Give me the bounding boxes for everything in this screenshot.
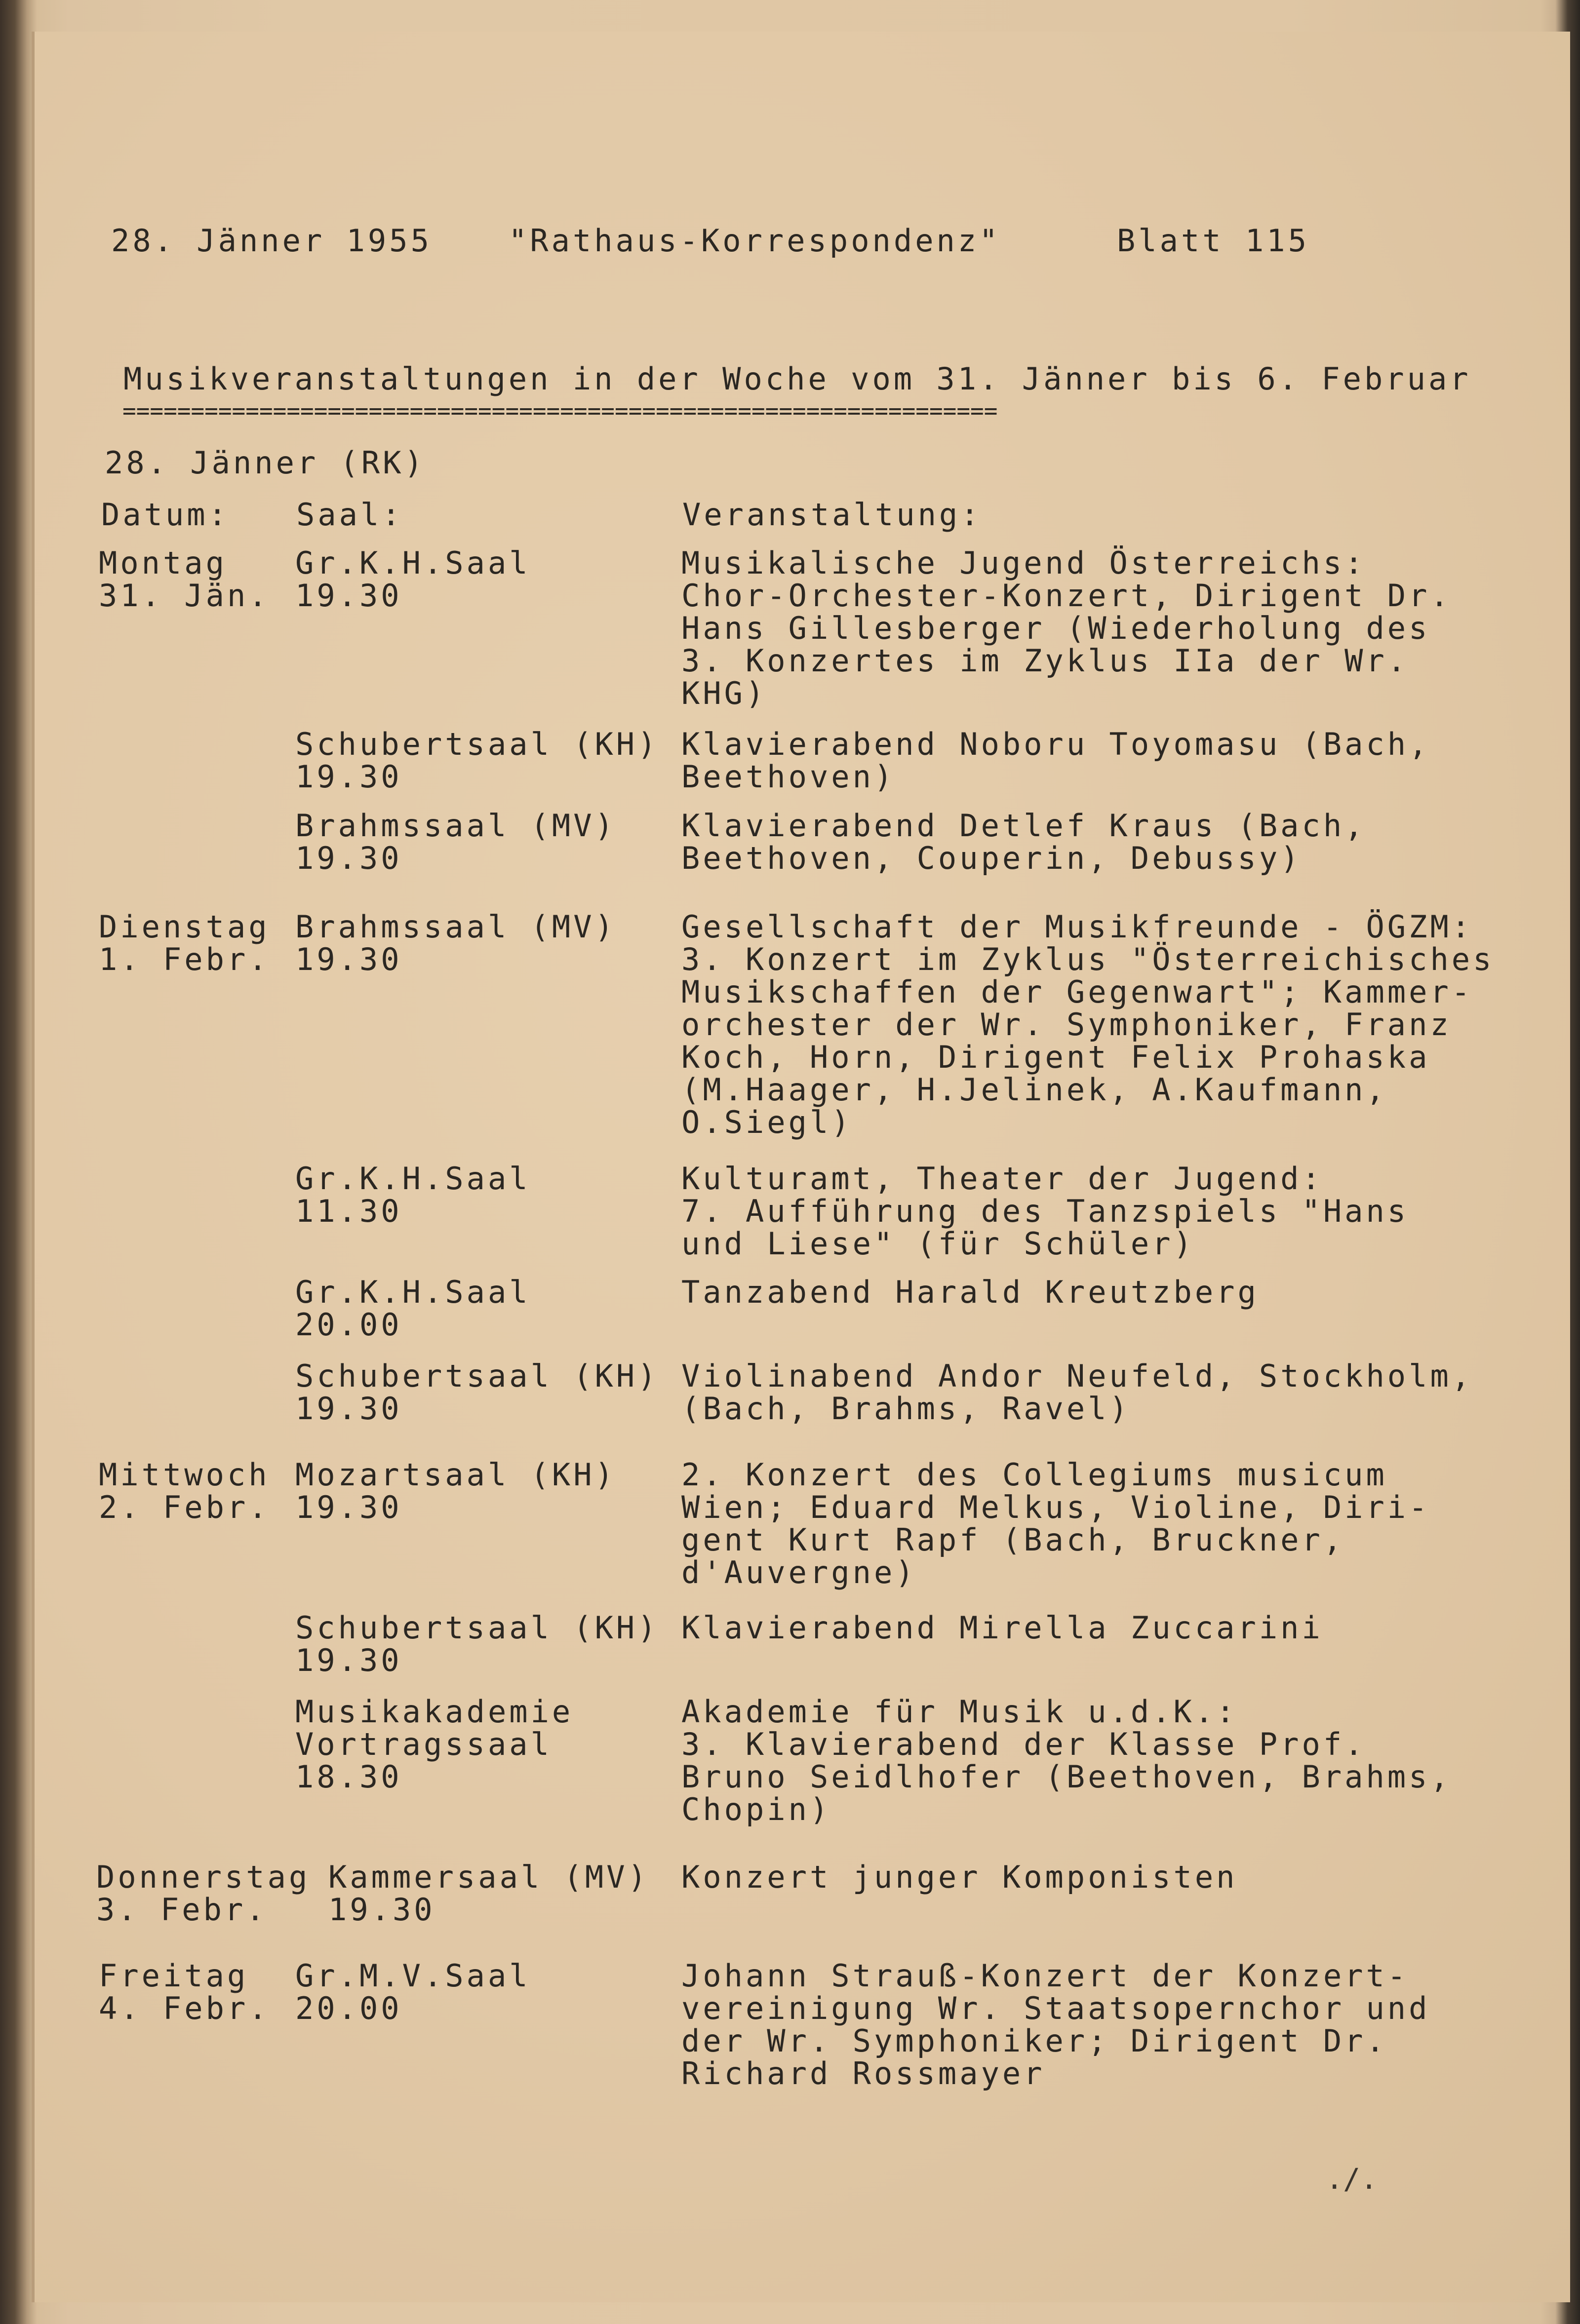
entry-hall xyxy=(295,728,659,793)
entry-hall-line: Schubertsaal (KH) xyxy=(295,1358,659,1394)
entry-hall-line: 19.30 xyxy=(295,1391,402,1427)
entry-hall-line: 19.30 xyxy=(295,1642,402,1678)
entry-event xyxy=(681,1162,1409,1260)
entry-event-line: Beethoven) xyxy=(681,759,896,795)
entry-event xyxy=(681,1276,1259,1309)
entry-event-line: Musikalische Jugend Österreichs: xyxy=(681,545,1366,581)
entry-event-line: Klavierabend Detlef Kraus (Bach, xyxy=(681,808,1366,844)
entry-hall-line: 18.30 xyxy=(295,1759,402,1795)
entry-day xyxy=(99,1459,270,1524)
entry-event-line: Klavierabend Mirella Zuccarini xyxy=(681,1610,1323,1646)
header-date: 28. Jänner 1955 xyxy=(111,223,432,259)
entry-hall-line: 20.00 xyxy=(295,1990,402,2026)
entry-event-line: Beethoven, Couperin, Debussy) xyxy=(681,840,1302,876)
entry-event-line: Richard Rossmayer xyxy=(681,2055,1045,2092)
entry-event xyxy=(681,1960,1430,2090)
entry-event-line: Gesellschaft der Musikfreunde - ÖGZM: xyxy=(681,909,1473,945)
entry-event-line: (M.Haager, H.Jelinek, A.Kaufmann, xyxy=(681,1072,1387,1108)
entry-event-line: der Wr. Symphoniker; Dirigent Dr. xyxy=(681,2023,1387,2059)
column-header-day: Datum: xyxy=(101,497,230,533)
entry-event-line: Hans Gillesberger (Wiederholung des xyxy=(681,610,1430,646)
entry-event-line: 3. Klavierabend der Klasse Prof. xyxy=(681,1726,1366,1762)
entry-event xyxy=(681,1612,1323,1644)
entry-hall-line: Gr.K.H.Saal xyxy=(295,545,531,581)
entry-event-line: 3. Konzert im Zyklus "Österreichisches xyxy=(681,941,1495,977)
entry-event-line: Bruno Seidlhofer (Beethoven, Brahms, xyxy=(681,1759,1452,1795)
entry-hall-line: Schubertsaal (KH) xyxy=(295,726,659,762)
entry-event-line: Akademie für Musik u.d.K.: xyxy=(681,1694,1238,1730)
entry-day-line: Mittwoch xyxy=(99,1457,270,1493)
entry-hall-line: Brahmssaal (MV) xyxy=(295,808,616,844)
entry-day xyxy=(99,1960,270,2025)
entry-event-line: KHG) xyxy=(681,675,767,711)
dateline: 28. Jänner (RK) xyxy=(105,445,426,481)
entry-hall-line: 19.30 xyxy=(295,578,402,614)
entry-day xyxy=(99,911,270,976)
entry-hall xyxy=(295,1360,659,1425)
entry-event-line: 7. Aufführung des Tanzspiels "Hans xyxy=(681,1193,1409,1229)
column-header-event: Veranstaltung: xyxy=(682,497,982,533)
entry-event xyxy=(681,911,1494,1139)
entry-hall-line: Gr.K.H.Saal xyxy=(295,1274,531,1310)
entry-day xyxy=(96,1861,310,1926)
entry-hall xyxy=(295,547,531,612)
entry-day-line: 31. Jän. xyxy=(99,578,270,614)
entry-event-line: Musikschaffen der Gegenwart"; Kammer- xyxy=(681,974,1473,1010)
entry-event-line: Klavierabend Noboru Toyomasu (Bach, xyxy=(681,726,1430,762)
entry-event-line: und Liese" (für Schüler) xyxy=(681,1226,1195,1262)
entry-hall xyxy=(328,1861,649,1926)
continuation-mark: ./. xyxy=(1326,2162,1378,2196)
entry-hall xyxy=(295,1162,531,1228)
entry-hall-line: Brahmssaal (MV) xyxy=(295,909,616,945)
entry-event xyxy=(681,728,1430,793)
entry-event-line: vereinigung Wr. Staatsopernchor und xyxy=(681,1990,1430,2026)
entry-day-line: 2. Febr. xyxy=(99,1489,270,1525)
entry-hall-line: 20.00 xyxy=(295,1307,402,1343)
entry-hall-line: 19.30 xyxy=(295,840,402,876)
entry-event-line: d'Auvergne) xyxy=(681,1554,917,1590)
entry-event xyxy=(681,1459,1430,1589)
entry-hall xyxy=(295,810,616,875)
entry-event-line: gent Kurt Rapf (Bach, Bruckner, xyxy=(681,1522,1345,1558)
entry-day-line: 1. Febr. xyxy=(99,941,270,977)
entry-hall xyxy=(295,1960,531,2025)
entry-day-line: 4. Febr. xyxy=(99,1990,270,2026)
entry-event-line: Koch, Horn, Dirigent Felix Prohaska xyxy=(681,1039,1430,1075)
entry-hall-line: Gr.M.V.Saal xyxy=(295,1958,531,1994)
entry-event-line: Johann Strauß-Konzert der Konzert- xyxy=(681,1958,1409,1994)
entry-event xyxy=(681,547,1452,710)
entry-event-line: O.Siegl) xyxy=(681,1104,853,1140)
entry-event-line: Kulturamt, Theater der Jugend: xyxy=(681,1161,1323,1197)
entry-hall-line: 19.30 xyxy=(295,1489,402,1525)
header-publication: "Rathaus-Korrespondenz" xyxy=(509,223,1001,259)
entry-hall xyxy=(295,1612,659,1677)
entry-hall xyxy=(295,1696,573,1793)
entry-event-line: (Bach, Brahms, Ravel) xyxy=(681,1391,1131,1427)
entry-day-line: Dienstag xyxy=(99,909,270,945)
entry-hall-line: Musikakademie xyxy=(295,1694,574,1730)
entry-hall-line: Schubertsaal (KH) xyxy=(295,1610,659,1646)
entry-day-line: Freitag xyxy=(99,1958,249,1994)
entry-hall-line: 19.30 xyxy=(328,1892,435,1928)
column-header-hall: Saal: xyxy=(296,497,403,533)
entry-hall-line: Vortragssaal xyxy=(295,1726,552,1762)
entry-event-line: orchester der Wr. Symphoniker, Franz xyxy=(681,1007,1452,1043)
entry-event xyxy=(681,1861,1238,1894)
entry-day-line: Donnerstag xyxy=(96,1859,311,1895)
entry-event-line: Chor-Orchester-Konzert, Dirigent Dr. xyxy=(681,578,1452,614)
entry-day-line: 3. Febr. xyxy=(96,1892,268,1928)
page-title: Musikveranstaltungen in der Woche vom 31. Jänner bis 6. Februar xyxy=(123,361,1471,397)
entry-hall-line: 19.30 xyxy=(295,759,402,795)
entry-hall xyxy=(295,1276,531,1341)
entry-event-line: 2. Konzert des Collegiums musicum xyxy=(681,1457,1387,1493)
entry-day-line: Montag xyxy=(99,545,227,581)
entry-event xyxy=(681,1696,1452,1826)
entry-event xyxy=(681,1360,1473,1425)
entry-hall-line: Mozartsaal (KH) xyxy=(295,1457,616,1493)
entry-hall-line: 11.30 xyxy=(295,1193,402,1229)
entry-event-line: 3. Konzertes im Zyklus IIa der Wr. xyxy=(681,643,1409,679)
entry-hall-line: Kammersaal (MV) xyxy=(328,1859,649,1895)
entry-hall-line: 19.30 xyxy=(295,941,402,977)
entry-event-line: Violinabend Andor Neufeld, Stockholm, xyxy=(681,1358,1473,1394)
entry-day xyxy=(99,547,270,612)
entry-hall xyxy=(295,1459,616,1524)
entry-event-line: Tanzabend Harald Kreutzberg xyxy=(681,1274,1259,1310)
header-sheet: Blatt 115 xyxy=(1117,223,1309,259)
entry-event-line: Wien; Eduard Melkus, Violine, Diri- xyxy=(681,1489,1430,1525)
entry-hall-line: Gr.K.H.Saal xyxy=(295,1161,531,1197)
entry-hall xyxy=(295,911,616,976)
entry-event xyxy=(681,810,1366,875)
title-underline: ================================================================ xyxy=(122,397,998,424)
entry-event-line: Konzert junger Komponisten xyxy=(681,1859,1238,1895)
entry-event-line: Chopin) xyxy=(681,1791,831,1827)
